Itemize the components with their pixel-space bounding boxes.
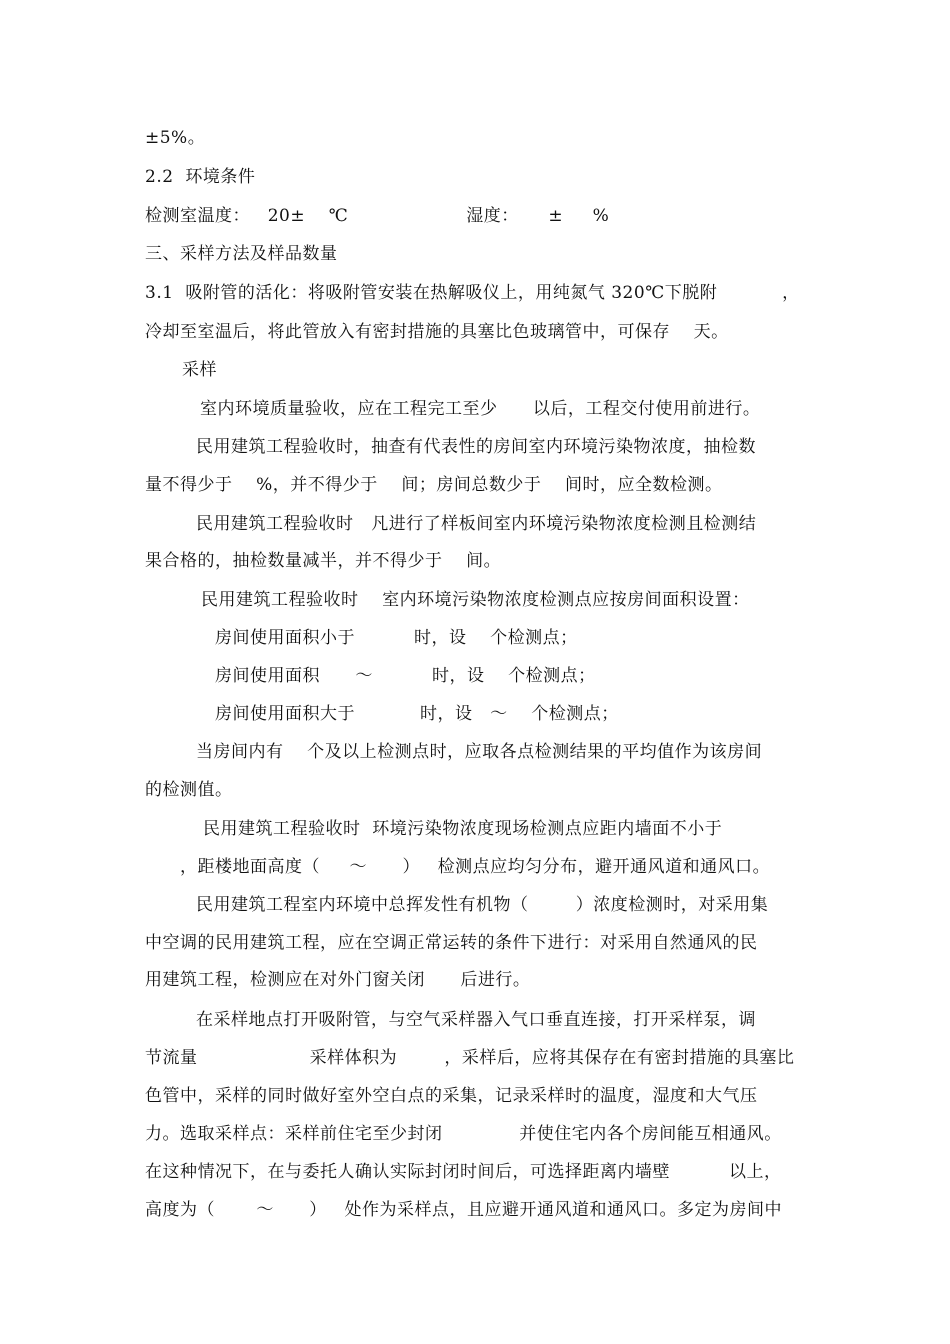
list-item: 房间使用面积 ～ 时，设 个检测点； <box>215 666 596 686</box>
text-line: 的检测值。 <box>145 780 233 800</box>
text-line: 3.1 吸附管的活化：将吸附管安装在热解吸仪上，用纯氮气 320℃下脱附 ， <box>145 283 800 303</box>
text-line: 力。选取采样点：采样前住宅至少封闭 并使住宅内各个房间能互相通风。 <box>145 1124 782 1144</box>
section-heading: 2.2 环境条件 <box>145 167 256 187</box>
text-line: ，距楼地面高度（ ～ ） 检测点应均匀分布，避开通风道和通风口。 <box>180 857 771 877</box>
text-line: 中空调的民用建筑工程，应在空调正常运转的条件下进行：对采用自然通风的民 <box>145 933 758 953</box>
text-line: 节流量 采样体积为 ，采样后，应将其保存在有密封措施的具塞比 <box>145 1048 795 1068</box>
text-line: 在这种情况下，在与委托人确认实际封闭时间后，可选择距离内墙壁 以上， <box>145 1162 782 1182</box>
text-line: 民用建筑工程室内环境中总挥发性有机物（ ）浓度检测时，对采用集 <box>196 895 769 915</box>
text-line: 检测室温度： 20± ℃ 湿度： ± % <box>145 206 610 226</box>
text-line: 民用建筑工程验收时，抽查有代表性的房间室内环境污染物浓度，抽检数 <box>196 437 756 457</box>
list-item: 房间使用面积大于 时，设 ～ 个检测点； <box>215 704 619 724</box>
text-line: 在采样地点打开吸附管，与空气采样器入气口垂直连接，打开采样泵，调 <box>196 1010 756 1030</box>
text-line: 室内环境质量验收，应在工程完工至少 以后，工程交付使用前进行。 <box>200 399 761 419</box>
section-heading: 三、采样方法及样品数量 <box>145 244 338 264</box>
text-line: 民用建筑工程验收时 环境污染物浓度现场检测点应距内墙面不小于 <box>203 819 723 839</box>
text-line: 高度为（ ～ ） 处作为采样点，且应避开通风道和通风口。多定为房间中 <box>145 1200 782 1220</box>
text-line: 当房间内有 个及以上检测点时，应取各点检测结果的平均值作为该房间 <box>196 742 763 762</box>
list-item: 房间使用面积小于 时，设 个检测点； <box>215 628 578 648</box>
subheading: 采样 <box>182 360 217 380</box>
text-line: ±5%。 <box>145 128 206 148</box>
text-line: 冷却至室温后，将此管放入有密封措施的具塞比色玻璃管中，可保存 天。 <box>145 322 729 342</box>
text-line: 色管中，采样的同时做好室外空白点的采集，记录采样时的温度，湿度和大气压 <box>145 1086 758 1106</box>
text-line: 民用建筑工程验收时 室内环境污染物浓度检测点应按房间面积设置： <box>201 590 750 610</box>
text-line: 量不得少于 %，并不得少于 间；房间总数少于 间时，应全数检测。 <box>145 475 723 495</box>
text-line: 用建筑工程，检测应在对外门窗关闭 后进行。 <box>145 970 531 990</box>
text-line: 民用建筑工程验收时 凡进行了样板间室内环境污染物浓度检测且检测结 <box>196 514 757 534</box>
text-line: 果合格的，抽检数量减半，并不得少于 间。 <box>145 551 502 571</box>
